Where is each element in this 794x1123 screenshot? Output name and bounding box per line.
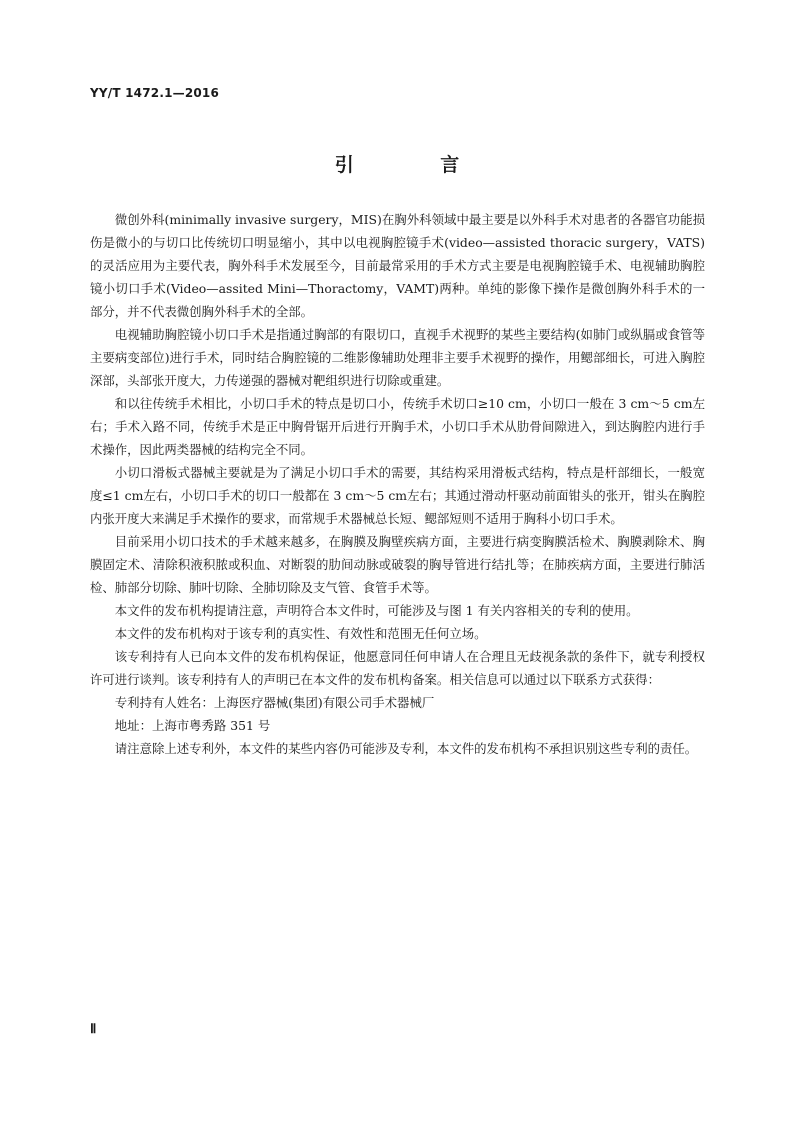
paragraph-patent-position: 本文件的发布机构对于该专利的真实性、有效性和范围无任何立场。 [114, 626, 487, 641]
paragraph-patent-holder-statement: 该专利持有人已向本文件的发布机构保证，他愿意同任何申请人在合理且无歧视条款的条件下，就专利授权许可进行谈判。该专利持有人的声明已在本文件的发布机构备案。相关信息可以通过以下联系方式获得： [90, 649, 705, 687]
paragraph-patent-notice: 本文件的发布机构提请注意，声明符合本文件时，可能涉及与图 1 有关内容相关的专利的使用。 [114, 603, 639, 618]
introduction-body [90, 208, 705, 760]
paragraph-patent-holder-name: 专利持有人姓名：上海医疗器械(集团)有限公司手术器械厂 [114, 695, 435, 710]
paragraph-comparison: 和以往传统手术相比，小切口手术的特点是切口小，传统手术切口≥10 cm，小切口一般在 3 cm～5 cm左右；手术入路不同，传统手术是正中胸骨锯开后进行开胸手术，小切口手术从肋骨间隙进入，到达胸腔内进行手术操作，因此两类器械的结构完全不同。 [90, 396, 705, 457]
paragraph-applications: 目前采用小切口技术的手术越来越多，在胸膜及胸壁疾病方面，主要进行病变胸膜活检术、胸膜剥除术、胸膜固定术、清除积液积脓或积血、对断裂的肋间动脉或破裂的胸导管进行结扎等；在肺疾病方面，主要进行肺活检、肺部分切除、肺叶切除、全肺切除及支气管、食管手术等。 [90, 534, 705, 595]
paragraph-mis-overview: 微创外科(minimally invasive surgery，MIS)在胸外科领域中最主要是以外科手术对患者的各器官功能损伤是微小的与切口比传统切口明显缩小，其中以电视胸腔镜手术(video—assisted thoracic surgery，VATS)的灵活应用为主要代表，胸外科手术发展至今，目前最常采用的手术方式主要是电视胸腔镜手术、电视辅助胸腔镜小切口手术(Video—assited Mini—Thoractomy，VAMT)两种。单纯的影像下操作是微创胸外科手术的一部分，并不代表微创胸外科手术的全部。 [90, 212, 705, 319]
paragraph-vamt-definition: 电视辅助胸腔镜小切口手术是指通过胸部的有限切口，直视手术视野的某些主要结构(如肺门或纵膈或食管等主要病变部位)进行手术，同时结合胸腔镜的二维影像辅助处理非主要手术视野的操作，用鳃部细长，可进入胸腔深部，头部张开度大，力传递强的器械对靶组织进行切除或重建。 [90, 327, 705, 388]
page-number: Ⅱ [90, 1021, 97, 1036]
paragraph-slide-instruments: 小切口滑板式器械主要就是为了满足小切口手术的需要，其结构采用滑板式结构，特点是杆部细长，一般宽度≤1 cm左右，小切口手术的切口一般都在 3 cm～5 cm左右；其通过滑动杆驱动前面钳头的张开，钳头在胸腔内张开度大来满足手术操作的要求，而常规手术器械总长短、鳃部短则不适用于胸科小切口手术。 [90, 465, 705, 526]
document-code: YY/T 1472.1—2016 [90, 86, 220, 100]
paragraph-patent-disclaimer: 请注意除上述专利外，本文件的某些内容仍可能涉及专利，本文件的发布机构不承担识别这些专利的责任。 [114, 741, 698, 756]
paragraph-patent-holder-address: 地址：上海市粤秀路 351 号 [114, 718, 271, 733]
page-title: 引 言 [334, 154, 500, 176]
